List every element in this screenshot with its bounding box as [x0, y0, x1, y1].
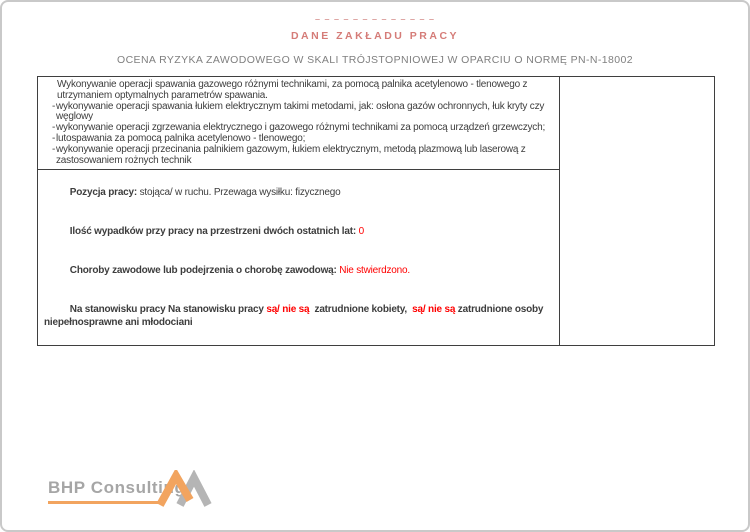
- tasks-intro-paragraph: Wykonywanie operacji spawania gazowego różnymi technikami, za pomocą palnika acetylenowo - tlenowego z utrzymaniem optymalnych parametrów spawania.: [57, 79, 528, 101]
- work-position-label: Pozycja pracy:: [69, 187, 138, 199]
- diseases-label: Choroby zawodowe lub podejrzenia o chorobę zawodową:: [69, 265, 337, 277]
- logo-underline: [48, 501, 161, 504]
- list-item: [44, 102, 553, 124]
- accidents-label: Ilość wypadków przy pracy na przestrzeni dwóch ostatnich lat:: [69, 226, 357, 238]
- bullet-dash: -: [52, 132, 56, 144]
- tasks-description-cell: [38, 77, 559, 170]
- accidents-line: [44, 212, 553, 251]
- bullet-dash: -: [52, 100, 56, 112]
- bullet-text: wykonywanie operacji spawania łukiem elektrycznym takimi metodami, jak: osłona gazów ochronnych, łuk kryty czy węglowy: [56, 100, 545, 123]
- accidents-value: 0: [356, 226, 364, 238]
- bullet-text: wykonywanie operacji zgrzewania elektrycznego i gazowego różnymi technikami za pomocą urządzeń grzewczych;: [56, 122, 546, 134]
- table-empty-column: [560, 77, 714, 345]
- employment-choice: są/ nie są: [266, 304, 310, 316]
- employment-line: [44, 290, 553, 342]
- table-left-column: [38, 77, 560, 345]
- logo-text: BHP Consulting: [48, 478, 186, 497]
- bullet-dash: -: [52, 122, 56, 134]
- page-title: DANE ZAKŁADU PRACY: [290, 30, 460, 42]
- diseases-value: Nie stwierdzono.: [336, 265, 410, 277]
- work-position-value: stojąca/ w ruchu. Przewaga wysiłku: fizycznego: [137, 187, 341, 199]
- employment-text: zatrudnione osoby niepełnosprawne ani młodociani: [44, 304, 546, 329]
- roof-peaks-icon: [152, 470, 214, 508]
- employment-text: Na stanowisku pracy Na stanowisku pracy: [69, 304, 267, 316]
- employment-choice: są/ nie są: [412, 304, 456, 316]
- risk-assessment-table: [37, 76, 715, 346]
- work-position-line: [44, 173, 553, 212]
- document-header: [2, 14, 748, 66]
- work-details-cell: [38, 170, 559, 345]
- bhp-consulting-logo: [48, 474, 218, 514]
- decorative-dash-separator: – – – – – – – – – – – – –: [314, 14, 436, 24]
- page-subtitle: OCENA RYZYKA ZAWODOWEGO W SKALI TRÓJSTOPNIOWEJ W OPARCIU O NORMĘ PN-N-18002: [117, 54, 633, 66]
- bullet-text: lutospawania za pomocą palnika acetylenowo - tlenowego;: [56, 132, 306, 144]
- list-item: [44, 145, 553, 167]
- bullet-text: wykonywanie operacji przecinania palnikiem gazowym, łukiem elektrycznym, metodą plazmową lub laserową z zastosowaniem rożnych technik: [56, 143, 526, 166]
- employment-text: zatrudnione kobiety,: [309, 304, 413, 316]
- diseases-line: [44, 251, 553, 290]
- bullet-dash: -: [52, 143, 56, 155]
